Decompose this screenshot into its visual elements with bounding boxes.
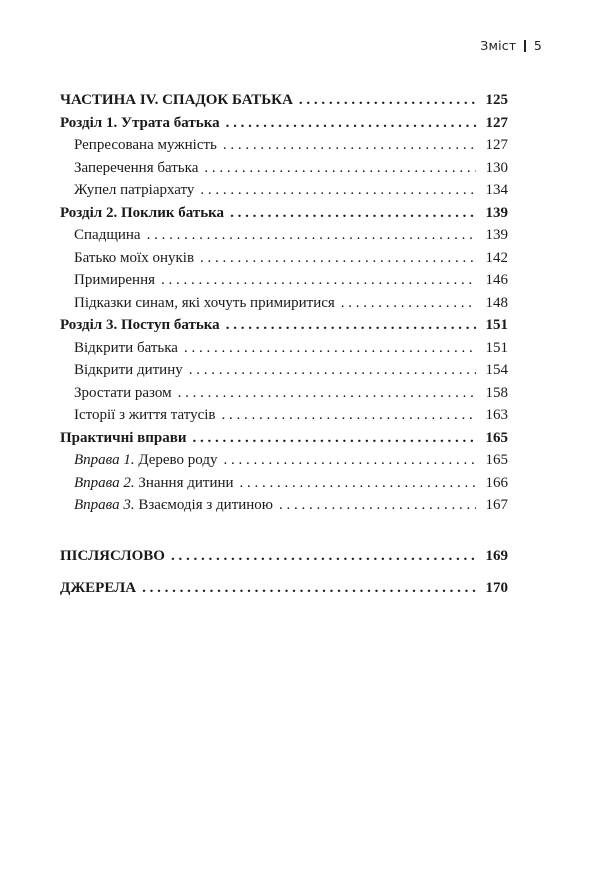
toc-leader-dots [171,548,476,565]
toc-item-page: 163 [485,407,508,423]
running-head-separator [524,40,526,52]
toc-item-page: 130 [485,159,508,176]
toc-item-label: Історії з життя татусів [74,407,216,423]
toc-item-page: 146 [485,272,508,288]
toc-leader-dots [299,92,476,109]
toc-exercise-prefix: Вправа 3. [74,497,135,513]
toc-leader-dots [161,272,476,289]
toc-chapter-page: 127 [485,114,508,131]
toc-item-entry[interactable] [60,227,508,250]
table-of-contents [60,92,508,603]
toc-part-entry[interactable] [60,92,508,115]
toc-leader-dots [341,295,476,312]
toc-exercise-label [74,475,234,492]
toc-item-label: Заперечення батька [74,159,199,176]
toc-chapter-entry[interactable] [60,317,508,340]
toc-item-label: Примирення [74,272,155,288]
toc-exercise-item[interactable] [60,475,508,498]
toc-leader-dots [193,430,476,447]
toc-item-label: Жупел патріархату [74,182,195,198]
toc-item-page: 148 [485,294,508,311]
toc-leader-dots [223,137,476,154]
running-head-page-number: 5 [533,38,542,53]
toc-chapter-page: 139 [485,204,508,221]
toc-item-entry[interactable] [60,160,508,183]
toc-item-entry[interactable] [60,362,508,385]
toc-chapter-entry[interactable] [60,115,508,138]
toc-item-entry[interactable] [60,250,508,273]
toc-item-entry[interactable] [60,340,508,363]
running-head [480,38,542,53]
toc-part-page: 125 [485,92,508,108]
toc-item-label: Батько моїх онуків [74,249,195,266]
toc-item-label: Відкрити батька [74,339,178,356]
toc-item-page: 167 [485,497,508,513]
toc-leader-dots [200,182,476,199]
toc-part-label: ЧАСТИНА IV. СПАДОК БАТЬКА [60,92,293,108]
running-head-section: Зміст [480,38,517,53]
toc-item-page: 134 [485,182,508,198]
toc-item-page: 165 [485,452,508,468]
toc-exercises-page: 165 [485,429,508,446]
toc-item-page: 166 [485,474,508,491]
toc-chapter-label: Розділ 2. Поклик батька [60,204,225,221]
toc-item-entry[interactable] [60,272,508,295]
toc-item-entry[interactable] [60,407,508,430]
toc-leader-dots [200,250,476,267]
toc-item-entry[interactable] [60,182,508,205]
toc-chapter-label: Розділ 3. Поступ батька [60,317,220,333]
toc-sources-entry[interactable] [60,580,508,603]
toc-leader-dots [178,385,476,402]
toc-leader-dots [204,160,476,177]
toc-item-page: 139 [485,227,508,243]
toc-item-label: Підказки синам, які хочуть примиритися [74,294,335,311]
toc-item-label: Зростати разом [74,384,172,401]
toc-exercise-title: Знання дитини [138,474,234,491]
toc-exercises-label: Практичні вправи [60,429,187,446]
toc-leader-dots [279,497,476,514]
toc-leader-dots [224,452,477,469]
toc-item-label: Спадщина [74,227,141,243]
toc-sources-page: 170 [485,580,508,596]
toc-spacer [60,570,508,580]
toc-exercise-label [74,497,273,514]
toc-chapter-entry[interactable] [60,205,508,228]
toc-afterword-entry[interactable] [60,548,508,571]
toc-leader-dots [230,205,476,222]
toc-item-label: Відкрити дитину [74,362,183,378]
toc-exercise-label [74,452,218,469]
toc-sources-label: ДЖЕРЕЛА [60,580,137,596]
toc-chapter-label: Розділ 1. Утрата батька [60,114,220,131]
toc-item-page: 158 [485,384,508,401]
toc-item-entry[interactable] [60,385,508,408]
toc-item-page: 142 [485,249,508,266]
toc-item-entry[interactable] [60,295,508,318]
toc-leader-dots [240,475,476,492]
toc-exercise-prefix: Вправа 1. [74,452,135,468]
toc-afterword-page: 169 [485,547,508,564]
toc-leader-dots [226,115,476,132]
toc-leader-dots [184,340,476,357]
toc-exercise-title: Взаємодія з дитиною [138,497,274,513]
toc-leader-dots [142,580,476,597]
toc-chapter-page: 151 [485,317,508,333]
toc-item-page: 154 [485,362,508,378]
toc-leader-dots [222,407,477,424]
toc-spacer [60,520,508,548]
toc-item-entry[interactable] [60,137,508,160]
toc-exercise-title: Дерево роду [138,452,218,468]
toc-exercise-item[interactable] [60,497,508,520]
toc-leader-dots [147,227,476,244]
toc-exercise-prefix: Вправа 2. [74,474,135,491]
toc-item-page: 127 [485,137,508,153]
toc-leader-dots [189,362,476,379]
toc-exercise-item[interactable] [60,452,508,475]
toc-leader-dots [226,317,476,334]
toc-item-label: Репресована мужність [74,137,217,153]
toc-afterword-label: ПІСЛЯСЛОВО [60,547,165,564]
toc-exercises-entry[interactable] [60,430,508,453]
toc-item-page: 151 [485,339,508,356]
